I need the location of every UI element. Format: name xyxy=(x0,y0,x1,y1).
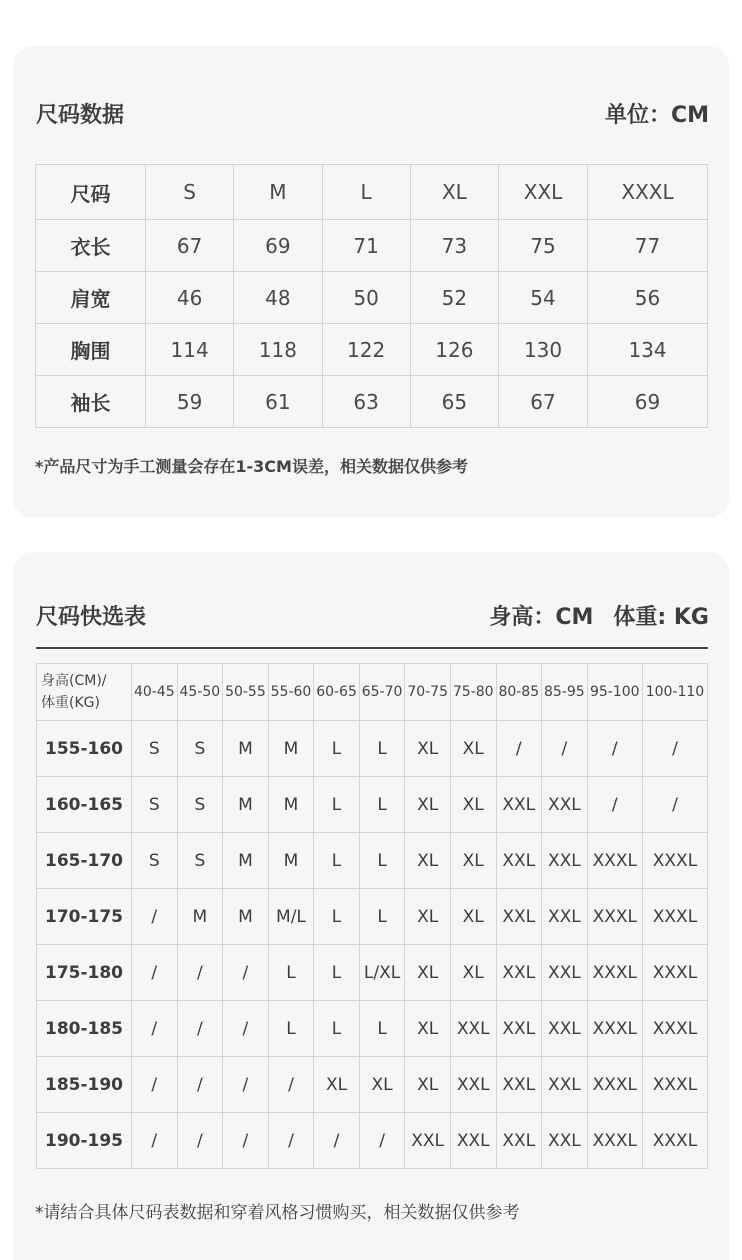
weight-header-cell: 50-55 xyxy=(223,664,269,721)
height-unit-label: 身高：CM xyxy=(489,605,594,630)
size-cell: L xyxy=(314,1001,360,1057)
size-cell: L xyxy=(359,721,405,777)
size-cell: XL xyxy=(405,1001,451,1057)
table-row xyxy=(37,1001,708,1057)
table-header-row xyxy=(36,165,708,220)
size-cell: M xyxy=(223,889,269,945)
table-cell: 63 xyxy=(322,376,410,428)
table-cell: 54 xyxy=(499,272,588,324)
size-cell: / xyxy=(542,721,588,777)
quick-pick-note: *请结合具体尺码表数据和穿着风格习惯购买，相关数据仅供参考 xyxy=(35,1203,520,1223)
table-cell: 48 xyxy=(234,272,322,324)
size-cell: / xyxy=(268,1057,314,1113)
table-cell: 67 xyxy=(499,376,588,428)
corner-header-cell xyxy=(37,664,132,721)
row-label: 胸围 xyxy=(36,324,146,376)
size-cell: M xyxy=(268,833,314,889)
table-row xyxy=(37,833,708,889)
size-cell: XXL xyxy=(496,1057,542,1113)
size-cell: XXL xyxy=(496,833,542,889)
table-row xyxy=(37,1057,708,1113)
size-cell: L xyxy=(359,1001,405,1057)
size-cell: XXXL xyxy=(642,1001,707,1057)
corner-line-1: 身高(CM)/ xyxy=(41,673,107,689)
size-cell: L xyxy=(268,1001,314,1057)
table-cell: 56 xyxy=(588,272,708,324)
size-cell: XXXL xyxy=(642,1113,707,1169)
size-cell: / xyxy=(359,1113,405,1169)
size-cell: XL xyxy=(359,1057,405,1113)
table-cell: 114 xyxy=(146,324,234,376)
quick-pick-card xyxy=(13,552,729,1260)
size-cell: L xyxy=(359,777,405,833)
size-data-card xyxy=(13,46,729,518)
height-label-cell: 160-165 xyxy=(37,777,132,833)
size-cell: XXXL xyxy=(587,1001,642,1057)
size-data-title: 尺码数据 xyxy=(36,103,125,128)
size-cell: / xyxy=(177,1113,223,1169)
table-cell: 122 xyxy=(322,324,410,376)
table-row xyxy=(36,376,708,428)
size-data-unit: 单位：CM xyxy=(604,103,709,128)
row-label: 肩宽 xyxy=(36,272,146,324)
size-cell: XL xyxy=(405,889,451,945)
table-row xyxy=(36,220,708,272)
size-cell: L xyxy=(359,833,405,889)
size-cell: XL xyxy=(405,833,451,889)
size-cell: XXL xyxy=(542,1057,588,1113)
size-cell: / xyxy=(268,1113,314,1169)
height-label-cell: 170-175 xyxy=(37,889,132,945)
table-cell: 134 xyxy=(588,324,708,376)
size-cell: L xyxy=(314,777,360,833)
size-cell: XXXL xyxy=(587,945,642,1001)
size-cell: / xyxy=(223,1057,269,1113)
header-cell-size: 尺码 xyxy=(36,165,146,220)
table-row xyxy=(36,272,708,324)
size-cell: / xyxy=(132,889,178,945)
table-cell: 46 xyxy=(146,272,234,324)
table-cell: 69 xyxy=(588,376,708,428)
size-cell: / xyxy=(223,1001,269,1057)
size-cell: XL xyxy=(314,1057,360,1113)
size-cell: S xyxy=(177,721,223,777)
size-data-table xyxy=(35,164,708,428)
table-cell: 59 xyxy=(146,376,234,428)
table-row xyxy=(37,1113,708,1169)
height-label-cell: 155-160 xyxy=(37,721,132,777)
size-cell: XXL xyxy=(542,777,588,833)
size-cell: / xyxy=(642,777,707,833)
size-cell: / xyxy=(177,945,223,1001)
size-cell: S xyxy=(177,833,223,889)
size-cell: XXL xyxy=(496,777,542,833)
size-cell: S xyxy=(132,833,178,889)
header-cell: M xyxy=(234,165,322,220)
size-cell: XXXL xyxy=(642,945,707,1001)
size-cell: XXL xyxy=(496,1001,542,1057)
table-cell: 73 xyxy=(410,220,498,272)
size-cell: / xyxy=(314,1113,360,1169)
size-cell: M xyxy=(223,833,269,889)
size-cell: XXXL xyxy=(642,1057,707,1113)
header-cell: S xyxy=(146,165,234,220)
size-cell: XXL xyxy=(542,945,588,1001)
size-cell: XXXL xyxy=(587,833,642,889)
size-cell: XXXL xyxy=(642,889,707,945)
size-cell: / xyxy=(496,721,542,777)
size-cell: XXL xyxy=(496,945,542,1001)
table-cell: 75 xyxy=(499,220,588,272)
size-cell: XXXL xyxy=(587,889,642,945)
size-cell: M xyxy=(223,777,269,833)
table-row xyxy=(37,945,708,1001)
size-cell: / xyxy=(223,945,269,1001)
size-cell: XXL xyxy=(496,889,542,945)
table-cell: 67 xyxy=(146,220,234,272)
height-label-cell: 165-170 xyxy=(37,833,132,889)
weight-header-cell: 80-85 xyxy=(496,664,542,721)
table-header-row xyxy=(37,664,708,721)
size-cell: / xyxy=(642,721,707,777)
size-cell: S xyxy=(177,777,223,833)
weight-header-cell: 60-65 xyxy=(314,664,360,721)
weight-header-cell: 55-60 xyxy=(268,664,314,721)
size-cell: M xyxy=(177,889,223,945)
weight-header-cell: 95-100 xyxy=(587,664,642,721)
header-cell: XXXL xyxy=(588,165,708,220)
header-cell: XL xyxy=(410,165,498,220)
size-cell: / xyxy=(587,721,642,777)
size-cell: S xyxy=(132,777,178,833)
size-cell: L xyxy=(268,945,314,1001)
size-cell: / xyxy=(177,1057,223,1113)
quick-pick-table xyxy=(36,663,708,1169)
size-cell: L xyxy=(314,889,360,945)
size-cell: M xyxy=(223,721,269,777)
size-cell: XXXL xyxy=(587,1113,642,1169)
size-cell: XXL xyxy=(450,1057,496,1113)
weight-header-cell: 75-80 xyxy=(450,664,496,721)
size-cell: L xyxy=(314,721,360,777)
size-cell: L xyxy=(359,889,405,945)
size-cell: M xyxy=(268,777,314,833)
row-label: 袖长 xyxy=(36,376,146,428)
size-cell: XXL xyxy=(405,1113,451,1169)
size-cell: XL xyxy=(405,945,451,1001)
size-cell: XL xyxy=(450,833,496,889)
header-cell: XXL xyxy=(499,165,588,220)
table-cell: 130 xyxy=(499,324,588,376)
size-cell: XL xyxy=(450,945,496,1001)
size-cell: / xyxy=(132,1057,178,1113)
size-cell: XL xyxy=(450,889,496,945)
weight-header-cell: 70-75 xyxy=(405,664,451,721)
size-cell: S xyxy=(132,721,178,777)
height-label-cell: 180-185 xyxy=(37,1001,132,1057)
row-label: 衣长 xyxy=(36,220,146,272)
size-cell: XXL xyxy=(450,1113,496,1169)
weight-header-cell: 45-50 xyxy=(177,664,223,721)
size-cell: XXL xyxy=(542,1001,588,1057)
weight-header-cell: 100-110 xyxy=(642,664,707,721)
height-label-cell: 190-195 xyxy=(37,1113,132,1169)
size-cell: M xyxy=(268,721,314,777)
size-cell: XXXL xyxy=(642,833,707,889)
size-cell: L xyxy=(314,945,360,1001)
size-cell: XXL xyxy=(496,1113,542,1169)
table-row xyxy=(37,721,708,777)
table-cell: 69 xyxy=(234,220,322,272)
size-data-note: *产品尺寸为手工测量会存在1-3CM误差，相关数据仅供参考 xyxy=(35,457,468,476)
size-cell: / xyxy=(587,777,642,833)
table-row xyxy=(36,324,708,376)
weight-unit-label: 体重: KG xyxy=(613,605,709,630)
size-cell: L/XL xyxy=(359,945,405,1001)
size-cell: M/L xyxy=(268,889,314,945)
height-label-cell: 185-190 xyxy=(37,1057,132,1113)
corner-line-2: 体重(KG) xyxy=(41,695,100,711)
table-cell: 50 xyxy=(322,272,410,324)
quick-pick-units xyxy=(489,600,709,631)
size-cell: / xyxy=(132,1001,178,1057)
table-cell: 52 xyxy=(410,272,498,324)
size-cell: XXL xyxy=(542,889,588,945)
size-cell: / xyxy=(132,1113,178,1169)
title-divider xyxy=(36,647,708,649)
size-cell: XXL xyxy=(542,833,588,889)
header-cell: L xyxy=(322,165,410,220)
size-cell: XXL xyxy=(450,1001,496,1057)
height-label-cell: 175-180 xyxy=(37,945,132,1001)
size-cell: XL xyxy=(450,777,496,833)
table-row xyxy=(37,777,708,833)
table-cell: 77 xyxy=(588,220,708,272)
size-cell: XL xyxy=(405,777,451,833)
size-cell: L xyxy=(314,833,360,889)
size-cell: XL xyxy=(405,1057,451,1113)
size-cell: / xyxy=(177,1001,223,1057)
table-cell: 126 xyxy=(410,324,498,376)
size-cell: XL xyxy=(450,721,496,777)
weight-header-cell: 40-45 xyxy=(132,664,178,721)
size-cell: XXXL xyxy=(587,1057,642,1113)
table-cell: 71 xyxy=(322,220,410,272)
size-cell: XXL xyxy=(542,1113,588,1169)
table-cell: 65 xyxy=(410,376,498,428)
weight-header-cell: 85-95 xyxy=(542,664,588,721)
table-cell: 118 xyxy=(234,324,322,376)
size-cell: / xyxy=(223,1113,269,1169)
weight-header-cell: 65-70 xyxy=(359,664,405,721)
size-cell: / xyxy=(132,945,178,1001)
table-cell: 61 xyxy=(234,376,322,428)
quick-pick-title: 尺码快选表 xyxy=(36,605,147,630)
table-row xyxy=(37,889,708,945)
size-cell: XL xyxy=(405,721,451,777)
